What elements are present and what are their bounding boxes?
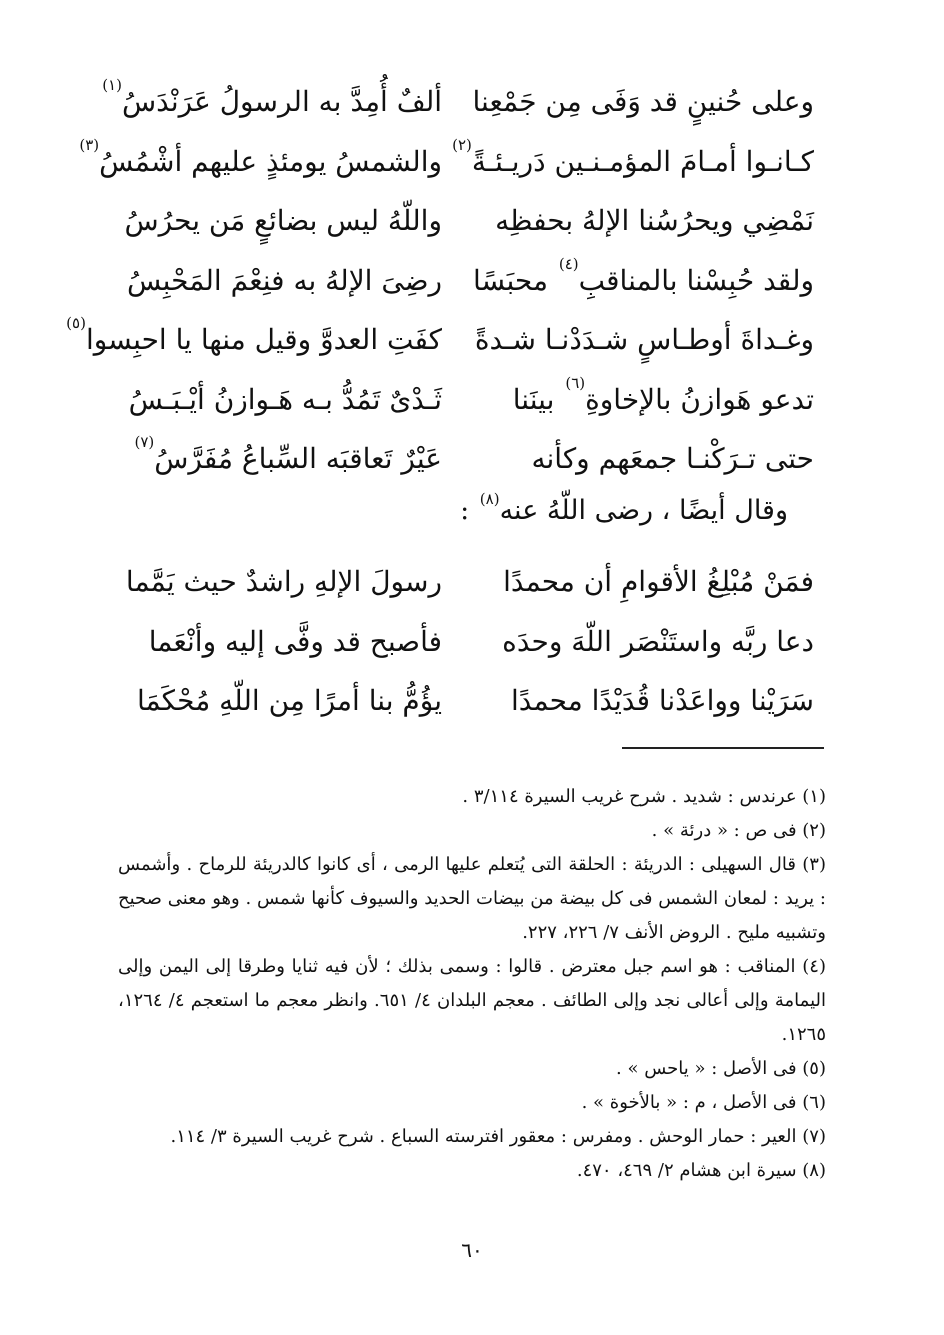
verse-row — [0, 251, 944, 311]
footnote-marker: (٧) — [134, 433, 155, 451]
verse-first-hemistich — [492, 671, 814, 731]
verse-row — [0, 72, 944, 132]
verse-text: وغـداةَ أوطـاسٍ شـدَدْنـا شـدةً — [474, 323, 814, 356]
verse-text: حتى تـرَكْنـا جمعَهم وكأنه — [531, 442, 814, 475]
page-number: ٦٠ — [461, 1238, 483, 1262]
verse-text: رسولَ الإلهِ راشدٌ حيث يَمَّما — [125, 565, 442, 598]
verse-second-hemistich — [120, 612, 442, 672]
footnote: (٤) المناقب : هو اسم جبل معترض . قالوا : وسمى بذلك ؛ لأن فيه ثنايا وطرقا إلى اليمن وإلى اليمامة وإلى أعالى نجد وإلى الطائف . معجم البلدان ٤/ ٦٥١. وانظر معجم ما استعجم ٤/ ١٢٦٤، ١٢٦٥. — [118, 956, 826, 1045]
poem-intro-line — [460, 486, 788, 536]
verse-row — [0, 191, 944, 251]
verse-text: فمَنْ مُبْلِغُ الأقوامِ أن محمدًا — [503, 565, 814, 598]
footnote-marker: (٣) — [79, 135, 100, 154]
verse-first-hemistich — [492, 612, 814, 672]
verse-text-tail: محبَسًا — [472, 263, 557, 297]
verse-row — [0, 552, 944, 612]
verse-text: نَمْضِي ويحرُسُنا الإلهُ بحفظِه — [495, 204, 814, 237]
verse-text-tail: بينَنا — [512, 382, 564, 416]
verse-text: تدعو هَوازنُ بالإخاوةِ — [585, 382, 814, 416]
verse-row — [0, 310, 944, 370]
verse-row — [0, 671, 944, 731]
verse-first-hemistich — [492, 429, 814, 489]
poem-1 — [0, 72, 944, 489]
footnote: (٥) فى الأصل : « ياحس » . — [616, 1058, 826, 1079]
verse-text: سَرَيْنا وواعَدْنا قُدَيْدًا محمدًا — [510, 684, 814, 717]
footnote-marker: (٤) — [558, 254, 579, 273]
verse-text: دعا ربَّه واستَنْصَر اللّهَ وحدَه — [502, 624, 814, 658]
verse-text: ثَـدْىٌ تَمُدُّ بـه هَـوازنُ أيْـبَـسُ — [128, 382, 442, 416]
verse-text: كـانـوا أمـامَ المؤمـنـين دَريـئـةً — [471, 144, 814, 178]
poem-2 — [0, 552, 944, 731]
verse-first-hemistich — [492, 191, 814, 251]
verse-first-hemistich — [474, 310, 814, 370]
verse-first-hemistich — [452, 132, 814, 192]
verse-text: كفَتِ العدوَّ وقيل منها يا احبِسوا — [85, 323, 442, 356]
verse-text: واللّهُ ليس بضائعٍ مَن يحرُسُ — [124, 204, 442, 237]
verse-second-hemistich — [120, 370, 442, 430]
verse-text: رضِىَ الإلهُ به فنِعْمَ المَحْبِسُ — [126, 263, 442, 297]
verse-text: عَيْرٌ تَعاقبَه السِّباعُ مُفَرَّسُ — [154, 442, 442, 475]
footnote-marker: (٢) — [452, 135, 472, 154]
verse-second-hemistich — [120, 191, 442, 251]
footnote: (٧) العير : حمار الوحش . ومفرس : معقور افترسته السباع . شرح غريب السيرة ٣/ ١١٤. — [170, 1126, 826, 1147]
footnotes — [118, 780, 826, 1188]
footnote-marker: (١) — [102, 76, 122, 94]
footnote-separator — [622, 747, 824, 749]
verse-row — [0, 132, 944, 192]
verse-second-hemistich — [120, 251, 442, 311]
verse-first-hemistich — [492, 370, 814, 430]
verse-first-hemistich — [472, 251, 814, 311]
intro-tail: : — [460, 495, 478, 526]
footnote: (٣) قال السهيلى : الدريئة : الحلقة التى يُتعلم عليها الرمى ، أى كانوا كالدريئة للرماح . وأشمس : يريد : لمعان الشمس فى كل بيضة من بيضات الحديد والسيوف كأنها شمس . وهو معنى صحيح وتشبيه مليح . الروض الأنف ٧/ ٢٢٦، ٢٢٧. — [118, 854, 826, 943]
footnote-marker: (٥) — [66, 314, 86, 332]
verse-text: ألفٌ أُمِدَّ به الرسولُ عَرَنْدَسُ — [121, 85, 442, 118]
footnote-marker: (٦) — [565, 373, 586, 392]
verse-text: ولقد حُبِسْنا بالمناقبِ — [578, 263, 814, 297]
footnote: (٢) فى ص : « درئة » . — [651, 820, 826, 841]
intro-text: وقال أيضًا ، رضى اللّهُ عنه — [499, 495, 788, 526]
verse-text: والشمسُ يومئذٍ عليهم أشْمُسُ — [99, 144, 442, 178]
footnote: (٨) سيرة ابن هشام ٢/ ٤٦٩، ٤٧٠. — [576, 1160, 826, 1181]
verse-second-hemistich — [66, 310, 442, 370]
verse-text: وعلى حُنينٍ قد وَفَى مِن جَمْعِنا — [472, 85, 814, 118]
footnote: (١) عرندس : شديد . شرح غريب السيرة ٣/١١٤ . — [462, 786, 826, 807]
verse-text: يؤُمُّ بنا أمرًا مِن اللّهِ مُحْكَمَا — [136, 684, 442, 717]
verse-row — [0, 612, 944, 672]
verse-second-hemistich — [102, 72, 442, 132]
verse-row — [0, 429, 944, 489]
verse-row — [0, 370, 944, 430]
footnote: (٦) فى الأصل ، م : « بالأخوة » . — [581, 1092, 826, 1113]
verse-text: فأصبح قد وفَّى إليه وأنْعَما — [148, 624, 442, 658]
verse-second-hemistich — [120, 671, 442, 731]
footnote-marker: (٨) — [479, 490, 500, 508]
verse-first-hemistich — [492, 552, 814, 612]
verse-second-hemistich — [120, 552, 442, 612]
verse-first-hemistich — [472, 72, 814, 132]
verse-second-hemistich — [120, 429, 442, 489]
verse-second-hemistich — [79, 132, 442, 192]
